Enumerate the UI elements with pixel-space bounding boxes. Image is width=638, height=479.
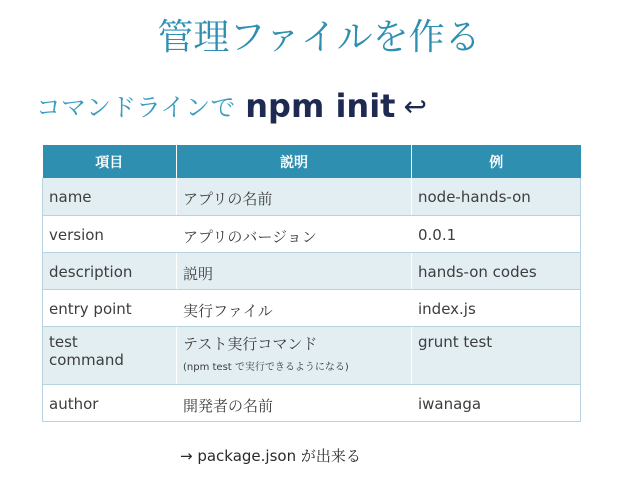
footer-note: → package.json が出来る	[180, 447, 361, 465]
cell-item: version	[43, 215, 177, 252]
command-text: npm init	[245, 87, 396, 125]
cell-description-text: テスト実行コマンド	[183, 334, 318, 353]
enter-icon: ↩	[403, 89, 427, 123]
table-row	[43, 289, 581, 326]
table-row	[43, 252, 581, 289]
table-row	[43, 384, 581, 421]
slide-title: 管理ファイルを作る	[157, 17, 481, 58]
cell-item: author	[43, 384, 177, 421]
cell-example: hands-on codes	[412, 252, 581, 289]
cell-description-note: (npm test で実行できるようになる)	[183, 361, 349, 373]
header-description: 説明	[177, 145, 412, 178]
cell-item: description	[43, 252, 177, 289]
cell-item: entry point	[43, 289, 177, 326]
table-row	[43, 326, 581, 384]
cell-example: node-hands-on	[412, 178, 581, 215]
subtitle	[36, 84, 427, 128]
header-item: 項目	[43, 145, 177, 178]
table-header-row	[43, 145, 581, 178]
cell-description: 説明	[177, 252, 412, 289]
cell-description	[177, 326, 412, 384]
cell-description: アプリの名前	[177, 178, 412, 215]
subtitle-lead: コマンドラインで	[36, 93, 236, 122]
cell-example: 0.0.1	[412, 215, 581, 252]
cell-description: 開発者の名前	[177, 384, 412, 421]
cell-item: name	[43, 178, 177, 215]
cell-description: 実行ファイル	[177, 289, 412, 326]
cell-description: アプリのバージョン	[177, 215, 412, 252]
cell-example: grunt test	[412, 326, 581, 384]
table-row	[43, 178, 581, 215]
cell-item	[43, 326, 177, 384]
cell-example: index.js	[412, 289, 581, 326]
table-row	[43, 215, 581, 252]
cell-example: iwanaga	[412, 384, 581, 421]
cell-item-text: test command	[49, 332, 124, 369]
header-example: 例	[412, 145, 581, 178]
fields-table	[42, 145, 581, 422]
